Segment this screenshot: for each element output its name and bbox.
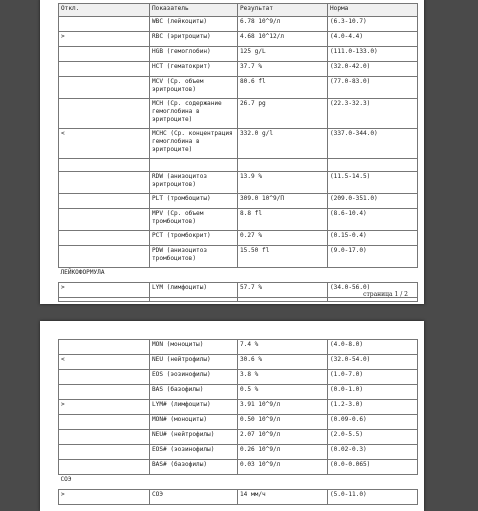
cell-parameter xyxy=(150,159,238,172)
cell-norm xyxy=(328,159,418,172)
cell-norm: (2.0-5.5) xyxy=(328,430,418,445)
cell-deviation xyxy=(59,340,150,355)
cell-deviation xyxy=(59,62,150,77)
cell-parameter: NEU (нейтрофилы) xyxy=(150,355,238,370)
cell-norm: (8.6-10.4) xyxy=(328,209,418,231)
cell-deviation: < xyxy=(59,355,150,370)
cell-norm: (22.3-32.3) xyxy=(328,99,418,129)
table-row xyxy=(59,355,418,370)
section-row xyxy=(59,268,418,283)
cell-parameter: BAS# (базофилы) xyxy=(150,460,238,475)
table-row xyxy=(59,99,418,129)
cell-result: 7.4 % xyxy=(238,340,328,355)
section-title: ЛЕЙКОФОРМУЛА xyxy=(59,268,418,283)
cell-result: 309.0 10^9/П xyxy=(238,194,328,209)
table-row xyxy=(59,77,418,99)
cell-norm: (0.15-0.4) xyxy=(328,231,418,246)
cell-result: 13.9 % xyxy=(238,172,328,194)
cell-parameter: MON (моноциты) xyxy=(150,340,238,355)
table-row xyxy=(59,47,418,62)
cell-deviation: > xyxy=(59,490,150,505)
cell-deviation xyxy=(59,460,150,475)
cell-parameter: СОЭ xyxy=(150,490,238,505)
table-row xyxy=(59,17,418,32)
cell-result: 125 g/L xyxy=(238,47,328,62)
cell-parameter: RDW (анизоцитоз эритроцитов) xyxy=(150,172,238,194)
table-row xyxy=(59,32,418,47)
cell-parameter: EOS (эозинофилы) xyxy=(150,370,238,385)
cell-parameter: NEU# (нейтрофилы) xyxy=(150,430,238,445)
cell-result: 26.7 pg xyxy=(238,99,328,129)
cell-parameter: PLT (тромбоциты) xyxy=(150,194,238,209)
cell-result: 8.8 fl xyxy=(238,209,328,231)
cell-deviation xyxy=(59,172,150,194)
cell-norm: (77.0-83.0) xyxy=(328,77,418,99)
cell-deviation xyxy=(59,77,150,99)
cell-deviation xyxy=(59,159,150,172)
cell-deviation xyxy=(59,194,150,209)
cell-deviation xyxy=(59,385,150,400)
table-row xyxy=(59,460,418,475)
section-row xyxy=(59,475,418,490)
cell-result: 3.8 % xyxy=(238,370,328,385)
cell-result: 0.27 % xyxy=(238,231,328,246)
cell-deviation xyxy=(59,209,150,231)
cell-deviation xyxy=(59,47,150,62)
results-table-page-1 xyxy=(58,3,418,302)
cell-deviation xyxy=(59,370,150,385)
cell-result: 15.50 fl xyxy=(238,246,328,268)
cell-parameter: PDW (анизоцитоз тромбоцитов) xyxy=(150,246,238,268)
cell-deviation: > xyxy=(59,283,150,298)
table-row xyxy=(59,62,418,77)
cell-result: 0.26 10^9/л xyxy=(238,445,328,460)
cell-norm: (32.0-42.0) xyxy=(328,62,418,77)
cell-result: 332.0 g/l xyxy=(238,129,328,159)
page-number: страница 1 / 2 xyxy=(363,291,408,298)
table-row xyxy=(59,370,418,385)
cell-result: 30.6 % xyxy=(238,355,328,370)
table-row xyxy=(59,172,418,194)
cell-parameter: RBC (эритроциты) xyxy=(150,32,238,47)
cell-parameter: BAS (базофилы) xyxy=(150,385,238,400)
cell-parameter: LYM# (лимфоциты) xyxy=(150,400,238,415)
table-row xyxy=(59,445,418,460)
cell-parameter: MON# (моноциты) xyxy=(150,415,238,430)
cell-parameter: HCT (гематокрит) xyxy=(150,62,238,77)
report-page-1 xyxy=(40,0,424,304)
cell-parameter: HGB (гемоглобин) xyxy=(150,47,238,62)
cell-result: 0.50 10^9/л xyxy=(238,415,328,430)
cell-result: 80.6 fl xyxy=(238,77,328,99)
table-row xyxy=(59,246,418,268)
cell-parameter: MCHC (Ср. концентрация гемоглобина в эритроците) xyxy=(150,129,238,159)
cell-parameter: LYM (лимфоциты) xyxy=(150,283,238,298)
cell-deviation: < xyxy=(59,129,150,159)
cell-result: 0.5 % xyxy=(238,385,328,400)
results-table-page-2 xyxy=(58,339,418,505)
cell-deviation xyxy=(59,445,150,460)
table-row-continuation xyxy=(59,298,418,302)
table-row xyxy=(59,159,418,172)
table-header-row xyxy=(59,4,418,17)
table-row xyxy=(59,194,418,209)
cell-deviation xyxy=(59,231,150,246)
cell-deviation xyxy=(59,415,150,430)
cell-norm: (34.0-56.0) xyxy=(328,283,418,298)
table-row xyxy=(59,415,418,430)
cell-parameter: PCT (тромбокрит) xyxy=(150,231,238,246)
table-row xyxy=(59,430,418,445)
cell-result: 57.7 % xyxy=(238,283,328,298)
cell-norm: (11.5-14.5) xyxy=(328,172,418,194)
cell-norm: (4.0-4.4) xyxy=(328,32,418,47)
header-norm: Норма xyxy=(328,4,418,17)
cell-norm: (1.2-3.0) xyxy=(328,400,418,415)
section-title: СОЭ xyxy=(59,475,418,490)
table-row xyxy=(59,129,418,159)
table-row xyxy=(59,209,418,231)
cell-result: 3.91 10^9/л xyxy=(238,400,328,415)
cell-norm: (5.0-11.0) xyxy=(328,490,418,505)
cell-result: 0.03 10^9/л xyxy=(238,460,328,475)
cell-deviation xyxy=(59,99,150,129)
cell-result xyxy=(238,159,328,172)
cell-parameter: MCH (Ср. содержание гемоглобина в эритроците) xyxy=(150,99,238,129)
table-row xyxy=(59,231,418,246)
cell-norm: (1.0-7.0) xyxy=(328,370,418,385)
cell-norm: (32.0-54.0) xyxy=(328,355,418,370)
table-row xyxy=(59,385,418,400)
cell-deviation: > xyxy=(59,32,150,47)
cell-result: 2.07 10^9/л xyxy=(238,430,328,445)
cell-parameter: WBC (лейкоциты) xyxy=(150,17,238,32)
cell-norm: (111.0-133.0) xyxy=(328,47,418,62)
cell-result: 37.7 % xyxy=(238,62,328,77)
cell-deviation xyxy=(59,430,150,445)
header-result: Результат xyxy=(238,4,328,17)
table-row xyxy=(59,400,418,415)
report-page-2 xyxy=(40,321,424,511)
cell-deviation xyxy=(59,246,150,268)
cell-norm: (0.0-1.0) xyxy=(328,385,418,400)
cell-result: 4.68 10^12/л xyxy=(238,32,328,47)
cell-norm: (0.09-0.6) xyxy=(328,415,418,430)
cell-result: 6.78 10^9/л xyxy=(238,17,328,32)
cell-norm: (209.0-351.0) xyxy=(328,194,418,209)
cell-result: 14 мм/ч xyxy=(238,490,328,505)
cell-norm: (337.0-344.0) xyxy=(328,129,418,159)
header-deviation: Откл. xyxy=(59,4,150,17)
cell-parameter: MPV (Ср. объем тромбоцитов) xyxy=(150,209,238,231)
cell-parameter: EOS# (эозинофилы) xyxy=(150,445,238,460)
cell-deviation: > xyxy=(59,400,150,415)
table-row xyxy=(59,490,418,505)
cell-norm: (9.0-17.0) xyxy=(328,246,418,268)
header-parameter: Показатель xyxy=(150,4,238,17)
table-row xyxy=(59,340,418,355)
cell-norm: (6.3-10.7) xyxy=(328,17,418,32)
cell-deviation xyxy=(59,17,150,32)
cell-parameter: MCV (Ср. объем эритроцитов) xyxy=(150,77,238,99)
cell-norm: (4.0-8.0) xyxy=(328,340,418,355)
cell-norm: (0.0-0.065) xyxy=(328,460,418,475)
cell-norm: (0.02-0.3) xyxy=(328,445,418,460)
